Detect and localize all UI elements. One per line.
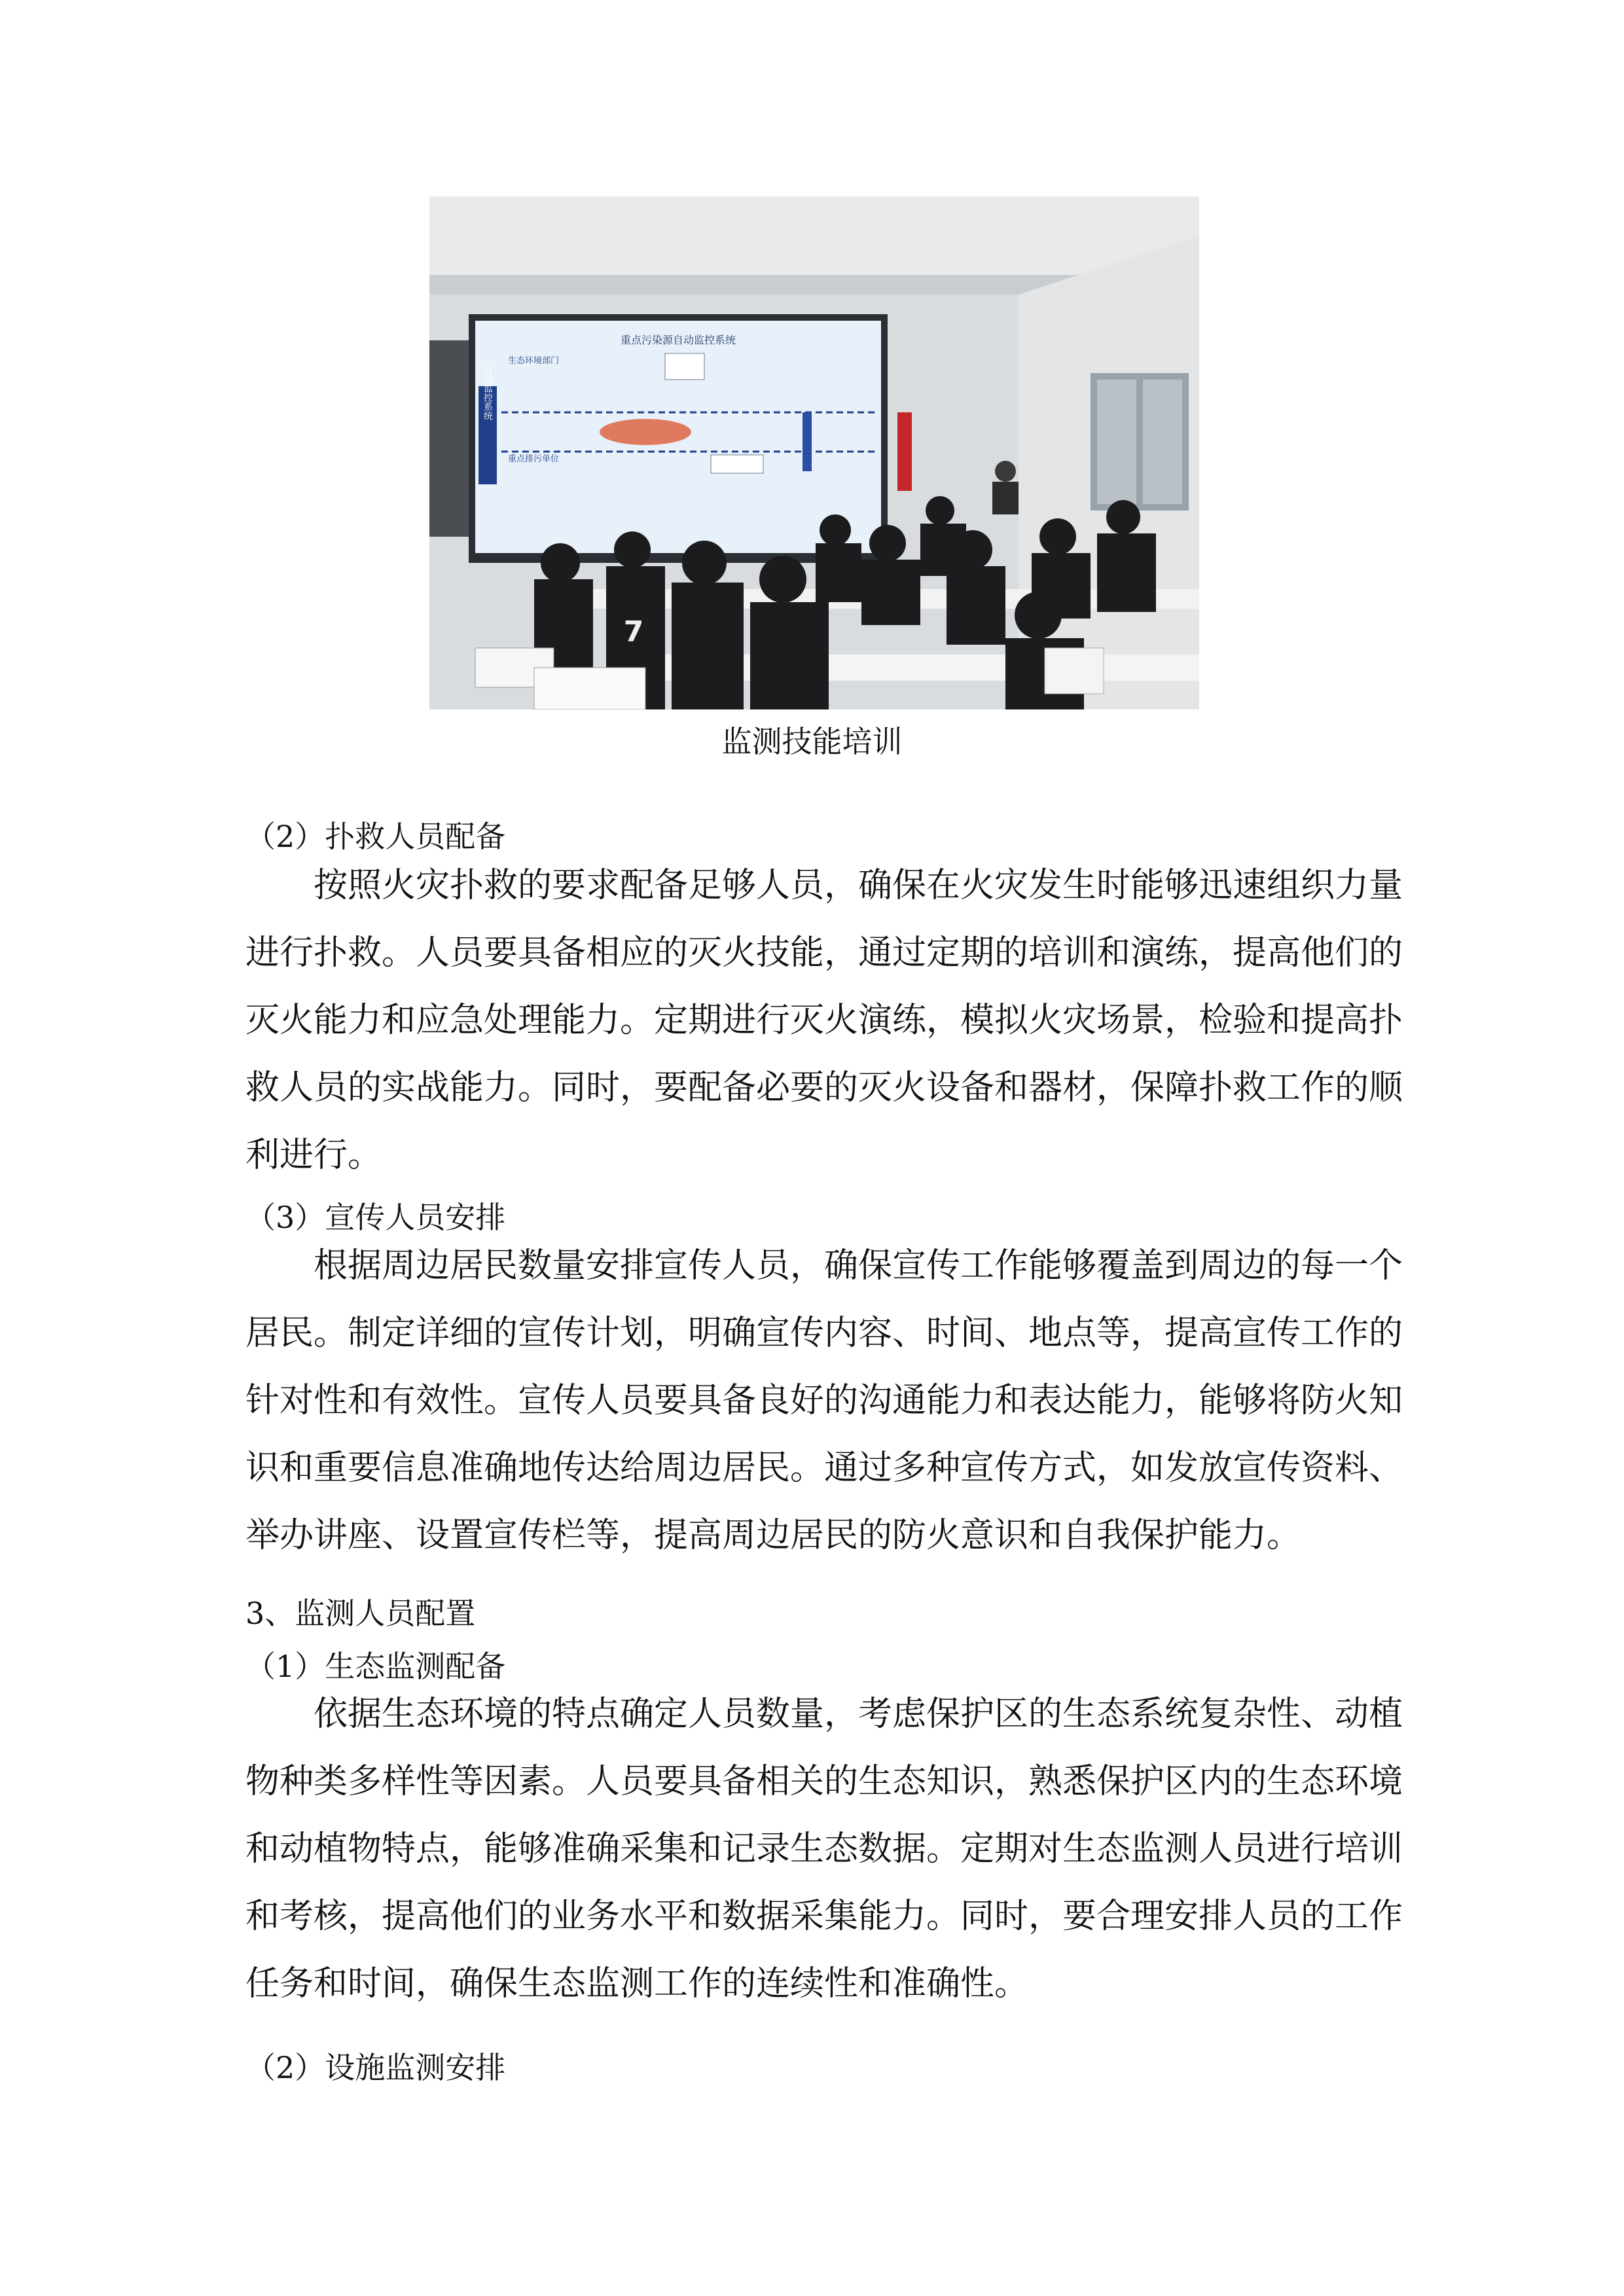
jersey-number: 7 bbox=[623, 615, 644, 649]
paragraph-line: 进行扑救。人员要具备相应的灭火技能，通过定期的培训和演练，提高他们的 bbox=[245, 933, 1403, 973]
screen-title: 重点污染源自动监控系统 bbox=[620, 334, 736, 346]
paragraph-line: 识和重要信息准确地传达给周边居民。通过多种宣传方式，如发放宣传资料、 bbox=[245, 1448, 1403, 1488]
training-photo bbox=[429, 196, 1199, 709]
paragraph-line: 物种类多样性等因素。人员要具备相关的生态知识，熟悉保护区内的生态环境 bbox=[245, 1762, 1403, 1801]
paragraph-line: 任务和时间，确保生态监测工作的连续性和准确性。 bbox=[245, 1964, 1029, 2003]
training-photo-drawing bbox=[429, 196, 1199, 709]
figure-caption: 监测技能培训 bbox=[721, 724, 903, 759]
paragraph-line: 根据周边居民数量安排宣传人员，确保宣传工作能够覆盖到周边的每一个 bbox=[314, 1246, 1403, 1285]
paragraph-line: 利进行。 bbox=[245, 1136, 382, 1175]
paragraph-line: 针对性和有效性。宣传人员要具备良好的沟通能力和表达能力，能够将防火知 bbox=[245, 1381, 1403, 1420]
section-heading-ecological-monitoring: （1）生态监测配备 bbox=[245, 1649, 506, 1684]
paragraph-line: 举办讲座、设置宣传栏等，提高周边居民的防火意识和自我保护能力。 bbox=[245, 1516, 1301, 1555]
section-heading-monitoring-staff: 3、监测人员配置 bbox=[245, 1596, 476, 1631]
section-heading-firefighting-staff: （2）扑救人员配备 bbox=[245, 819, 506, 854]
paragraph-line: 按照火灾扑救的要求配备足够人员，确保在火灾发生时能够迅速组织力量 bbox=[314, 866, 1403, 905]
paragraph-line: 依据生态环境的特点确定人员数量，考虑保护区的生态系统复杂性、动植 bbox=[314, 1695, 1403, 1734]
screen-box-top: 生态环境部门 bbox=[508, 356, 560, 366]
screen-side-label: 自动监控系统 bbox=[482, 365, 493, 420]
paragraph-line: 和考核，提高他们的业务水平和数据采集能力。同时，要合理安排人员的工作 bbox=[245, 1897, 1403, 1936]
paragraph-ecological-monitoring bbox=[245, 1681, 1403, 2018]
screen-box-bottom: 重点排污单位 bbox=[508, 454, 560, 464]
paragraph-firefighting-staff bbox=[245, 852, 1403, 1189]
section-heading-publicity-staff: （3）宣传人员安排 bbox=[245, 1200, 506, 1235]
paragraph-line: 灭火能力和应急处理能力。定期进行灭火演练，模拟火灾场景，检验和提高扑 bbox=[245, 1001, 1403, 1040]
paragraph-line: 和动植物特点，能够准确采集和记录生态数据。定期对生态监测人员进行培训 bbox=[245, 1829, 1403, 1869]
paragraph-line: 居民。制定详细的宣传计划，明确宣传内容、时间、地点等，提高宣传工作的 bbox=[245, 1314, 1403, 1353]
section-heading-facility-monitoring: （2）设施监测安排 bbox=[245, 2050, 506, 2085]
paragraph-line: 救人员的实战能力。同时，要配备必要的灭火设备和器材，保障扑救工作的顺 bbox=[245, 1068, 1403, 1107]
paragraph-publicity-staff bbox=[245, 1232, 1403, 1570]
